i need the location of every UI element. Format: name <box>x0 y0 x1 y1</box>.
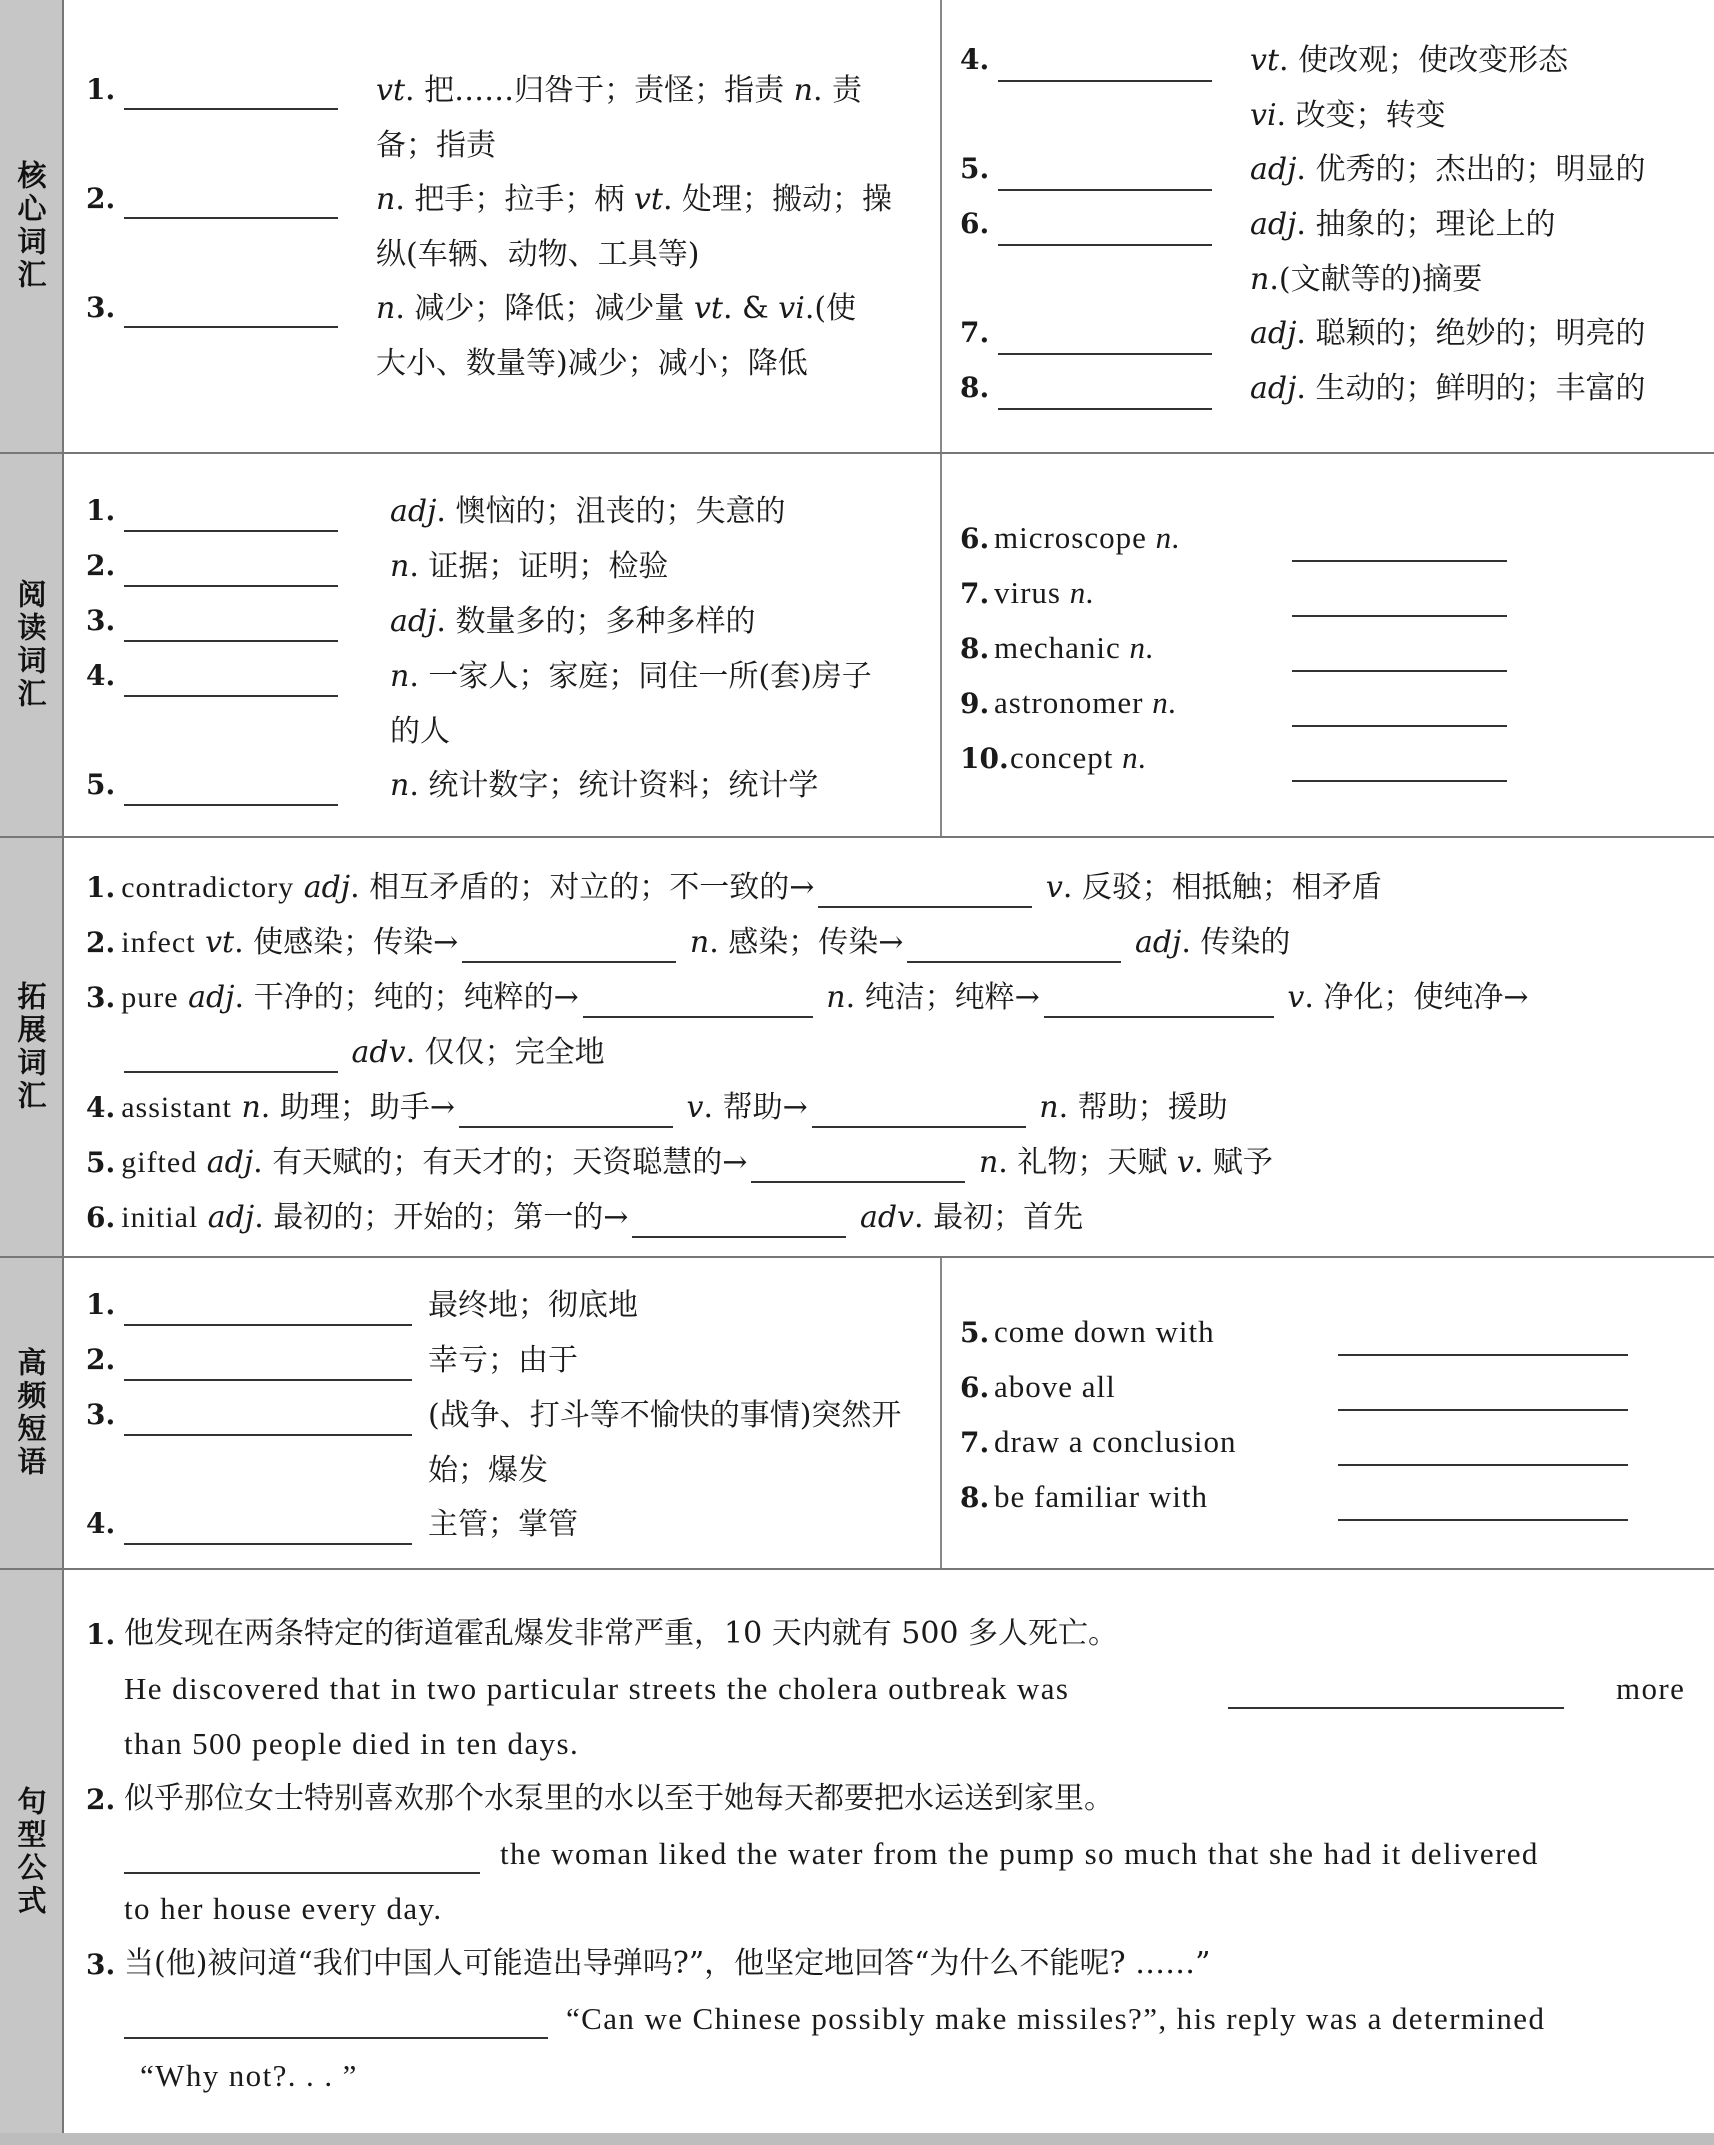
reading-left-column <box>66 454 942 836</box>
word-pos: n. <box>1122 740 1148 775</box>
english-word: pure <box>121 981 179 1014</box>
section-sidebar <box>0 0 64 452</box>
section-extended-vocab <box>0 838 1714 1258</box>
answer-blank[interactable] <box>462 931 676 963</box>
item-definition <box>376 172 916 282</box>
section-title: 阅读词汇 <box>13 579 48 711</box>
answer-blank[interactable] <box>998 50 1212 82</box>
item-definition <box>376 281 916 391</box>
section-title: 核心词汇 <box>13 160 48 292</box>
item-number: 2. <box>86 926 116 959</box>
extended-vocab-line <box>86 1198 1083 1238</box>
def-line: 大小、数量等)减少；减小；降低 <box>376 346 808 381</box>
word-definition: adj. 最初的；开始的；第一的→ <box>207 1200 629 1235</box>
section-title: 句型公式 <box>13 1785 48 1918</box>
page-bottom-bar <box>0 2133 1714 2145</box>
section-sidebar <box>0 454 64 836</box>
answer-blank[interactable] <box>1292 640 1507 672</box>
item-number: 1. <box>86 73 116 106</box>
english-word: initial <box>121 1201 199 1234</box>
word-definition: v. 帮助→ <box>686 1090 808 1125</box>
english-sentence-part: the woman liked the water from the pump so much that she had it delivered <box>500 1836 1539 1871</box>
english-sentence-part: more <box>1616 1671 1686 1706</box>
item-definition <box>1250 306 1714 361</box>
def-line: vi. 改变；转变 <box>1250 98 1446 133</box>
extended-vocab-line <box>86 978 1529 1018</box>
def-line: n. 证据；证明；检验 <box>390 549 669 584</box>
item-definition <box>390 649 920 759</box>
english-sentence-part: to her house every day. <box>124 1891 443 1926</box>
english-word: assistant <box>121 1091 232 1124</box>
english-sentence-part: than 500 people died in ten days. <box>124 1726 580 1761</box>
item-number: 8. <box>960 632 990 665</box>
answer-blank[interactable] <box>1338 1379 1628 1411</box>
answer-blank[interactable] <box>751 1151 965 1183</box>
item-number: 9. <box>960 687 990 720</box>
answer-blank[interactable] <box>124 610 338 642</box>
def-line: n. 把手；拉手；柄 vt. 处理；搬动；操 <box>376 182 893 217</box>
def-line: adj. 抽象的；理论上的 <box>1250 207 1556 242</box>
word-text: concept <box>1010 740 1114 775</box>
word-text: virus <box>994 575 1061 610</box>
def-line: 最终地；彻底地 <box>428 1288 638 1323</box>
extended-vocab-line <box>86 1088 1228 1128</box>
chinese-sentence: 他发现在两条特定的街道霍乱爆发非常严重，10 天内就有 500 多人死亡。 <box>124 1616 1119 1651</box>
answer-blank[interactable] <box>124 500 338 532</box>
item-definition <box>428 1278 928 1333</box>
word-definition: adj. 相互矛盾的；对立的；不一致的→ <box>303 870 815 905</box>
word-definition: adj. 干净的；纯的；纯粹的→ <box>188 980 579 1015</box>
section-reading-vocab <box>0 454 1714 838</box>
english-word: contradictory <box>121 871 295 904</box>
item-number: 7. <box>960 577 990 610</box>
item-number: 3. <box>86 981 116 1014</box>
english-word <box>994 520 1181 556</box>
word-pos: n. <box>1069 575 1095 610</box>
def-line: adj. 聪颖的；绝妙的；明亮的 <box>1250 316 1646 351</box>
def-line: 纵(车辆、动物、工具等) <box>376 237 700 272</box>
word-definition: n. 帮助；援助 <box>1039 1090 1228 1125</box>
def-line: adj. 优秀的；杰出的；明显的 <box>1250 152 1646 187</box>
answer-blank[interactable] <box>998 323 1212 355</box>
item-number: 8. <box>960 371 990 404</box>
word-definition: adj. 传染的 <box>1134 925 1291 960</box>
word-definition: vt. 使感染；传染→ <box>205 925 459 960</box>
item-number: 5. <box>960 152 990 185</box>
core-left-column <box>66 0 942 452</box>
phrases-right-column <box>942 1258 1714 1568</box>
word-definition: v. 净化；使纯净→ <box>1287 980 1529 1015</box>
english-word <box>994 630 1155 666</box>
answer-blank[interactable] <box>1292 695 1507 727</box>
answer-blank[interactable] <box>459 1096 673 1128</box>
reading-right-column <box>942 454 1714 836</box>
item-number: 10. <box>960 742 1009 775</box>
english-phrase: above all <box>994 1369 1116 1404</box>
item-number: 1. <box>86 494 116 527</box>
answer-blank[interactable] <box>812 1096 1026 1128</box>
answer-blank[interactable] <box>1044 986 1274 1018</box>
english-phrase: be familiar with <box>994 1479 1208 1514</box>
answer-blank[interactable] <box>1338 1489 1628 1521</box>
section-sidebar <box>0 1258 64 1568</box>
answer-blank[interactable] <box>998 159 1212 191</box>
item-number: 6. <box>86 1201 116 1234</box>
english-sentence-part: He discovered that in two particular streets the cholera outbreak was <box>124 1671 1070 1706</box>
item-number: 4. <box>86 1507 116 1540</box>
item-number: 6. <box>960 207 990 240</box>
core-right-column <box>942 0 1714 452</box>
def-line: 主管；掌管 <box>428 1507 578 1542</box>
item-number: 3. <box>86 291 116 324</box>
phrases-left-column <box>66 1258 942 1568</box>
section-title: 高频短语 <box>13 1347 48 1479</box>
def-line: (战争、打斗等不愉快的事情)突然开 <box>428 1398 902 1433</box>
item-definition <box>1250 197 1714 307</box>
english-word <box>994 575 1095 611</box>
answer-blank[interactable] <box>1338 1434 1628 1466</box>
item-definition <box>1250 361 1714 416</box>
english-word <box>1010 740 1147 776</box>
english-sentence-part: “Why not?. . . ” <box>140 2058 358 2093</box>
answer-blank[interactable] <box>124 2007 548 2039</box>
item-number: 4. <box>86 1091 116 1124</box>
section-sidebar <box>0 1570 64 2133</box>
answer-blank[interactable] <box>632 1206 846 1238</box>
answer-blank[interactable] <box>1292 585 1507 617</box>
item-definition <box>1250 33 1714 143</box>
item-number: 4. <box>86 659 116 692</box>
answer-blank[interactable] <box>124 1041 338 1073</box>
answer-blank[interactable] <box>124 555 338 587</box>
item-definition <box>390 758 920 813</box>
def-line: 的人 <box>390 714 450 749</box>
item-number: 2. <box>86 1343 116 1376</box>
word-definition: n. 礼物；天赋 v. 赋予 <box>978 1145 1273 1180</box>
item-number: 5. <box>960 1316 990 1349</box>
def-line: n. 减少；降低；减少量 vt. & vi.(使 <box>376 291 857 326</box>
item-number: 8. <box>960 1481 990 1514</box>
answer-blank[interactable] <box>124 774 338 806</box>
answer-blank[interactable] <box>124 1404 412 1436</box>
answer-blank[interactable] <box>1338 1324 1628 1356</box>
section-core-vocab <box>0 0 1714 454</box>
word-definition: n. 助理；助手→ <box>241 1090 455 1125</box>
section-phrases <box>0 1258 1714 1570</box>
def-line: n.(文献等的)摘要 <box>1250 262 1483 297</box>
item-number: 4. <box>960 43 990 76</box>
extended-vocab-line <box>86 1033 605 1073</box>
word-definition: adj. 有天赋的；有天才的；天资聪慧的→ <box>206 1145 748 1180</box>
word-pos: n. <box>1129 630 1155 665</box>
answer-blank[interactable] <box>818 876 1032 908</box>
def-line: 备；指责 <box>376 128 496 163</box>
word-pos: n. <box>1155 520 1181 555</box>
english-word: gifted <box>121 1146 198 1179</box>
word-definition: n. 纯洁；纯粹→ <box>826 980 1040 1015</box>
word-text: mechanic <box>994 630 1121 665</box>
answer-blank[interactable] <box>583 986 813 1018</box>
answer-blank[interactable] <box>124 78 338 110</box>
def-line: n. 一家人；家庭；同住一所(套)房子 <box>390 659 872 694</box>
def-line: vt. 把……归咎于；责怪；指责 n. 责 <box>376 73 863 108</box>
word-definition: adv. 最初；首先 <box>859 1200 1084 1235</box>
english-word <box>994 685 1177 721</box>
item-number: 2. <box>86 549 116 582</box>
item-number: 1. <box>86 1618 116 1651</box>
item-definition <box>428 1497 928 1552</box>
answer-blank[interactable] <box>998 214 1212 246</box>
item-definition <box>1250 142 1714 197</box>
item-number: 2. <box>86 1783 116 1816</box>
english-word: infect <box>121 926 196 959</box>
answer-blank[interactable] <box>124 665 338 697</box>
section-sidebar <box>0 838 64 1256</box>
answer-blank[interactable] <box>124 187 338 219</box>
item-number: 3. <box>86 1398 116 1431</box>
item-definition <box>390 484 920 539</box>
english-phrase: draw a conclusion <box>994 1424 1237 1459</box>
item-definition <box>390 539 920 594</box>
item-number: 1. <box>86 871 116 904</box>
item-number: 7. <box>960 1426 990 1459</box>
def-line: 幸亏；由于 <box>428 1343 578 1378</box>
def-line: adj. 懊恼的；沮丧的；失意的 <box>390 494 786 529</box>
item-number: 5. <box>86 768 116 801</box>
extended-vocab-line <box>86 923 1290 963</box>
word-text: astronomer <box>994 685 1144 720</box>
answer-blank[interactable] <box>124 296 338 328</box>
answer-blank[interactable] <box>907 931 1121 963</box>
item-definition <box>428 1388 938 1498</box>
word-definition: n. 感染；传染→ <box>689 925 904 960</box>
extended-content <box>66 838 1714 1256</box>
word-text: microscope <box>994 520 1147 555</box>
chinese-sentence: 似乎那位女士特别喜欢那个水泵里的水以至于她每天都要把水运送到家里。 <box>124 1781 1114 1816</box>
item-number: 1. <box>86 1288 116 1321</box>
word-definition: v. 反驳；相抵触；相矛盾 <box>1045 870 1382 905</box>
answer-blank[interactable] <box>1292 750 1507 782</box>
def-line: vt. 使改观；使改变形态 <box>1250 43 1569 78</box>
english-phrase: come down with <box>994 1314 1215 1349</box>
word-definition: adv. 仅仅；完全地 <box>351 1035 605 1070</box>
item-number: 6. <box>960 1371 990 1404</box>
item-number: 3. <box>86 1948 116 1981</box>
def-line: n. 统计数字；统计资料；统计学 <box>390 768 819 803</box>
answer-blank[interactable] <box>1228 1677 1564 1709</box>
item-number: 6. <box>960 522 990 555</box>
section-sentence-patterns <box>0 1570 1714 2133</box>
chinese-sentence: 当(他)被问道“我们中国人可能造出导弹吗?”，他坚定地回答“为什么不能呢? ……” <box>124 1946 1211 1981</box>
item-number: 3. <box>86 604 116 637</box>
section-title: 拓展词汇 <box>13 981 48 1113</box>
extended-vocab-line <box>86 1143 1273 1183</box>
english-sentence-part: “Can we Chinese possibly make missiles?”, his reply was a determined <box>566 2001 1546 2036</box>
answer-blank[interactable] <box>998 378 1212 410</box>
def-line: 始；爆发 <box>428 1453 548 1488</box>
answer-blank[interactable] <box>124 1513 412 1545</box>
item-definition <box>428 1333 928 1388</box>
item-number: 7. <box>960 316 990 349</box>
item-number: 2. <box>86 182 116 215</box>
answer-blank[interactable] <box>124 1842 480 1874</box>
def-line: adj. 数量多的；多种多样的 <box>390 604 756 639</box>
answer-blank[interactable] <box>1292 530 1507 562</box>
item-definition <box>376 63 916 173</box>
answer-blank[interactable] <box>124 1294 412 1326</box>
item-number: 5. <box>86 1146 116 1179</box>
extended-vocab-line <box>86 868 1382 908</box>
answer-blank[interactable] <box>124 1349 412 1381</box>
item-definition <box>390 594 920 649</box>
word-pos: n. <box>1152 685 1178 720</box>
def-line: adj. 生动的；鲜明的；丰富的 <box>1250 371 1646 406</box>
